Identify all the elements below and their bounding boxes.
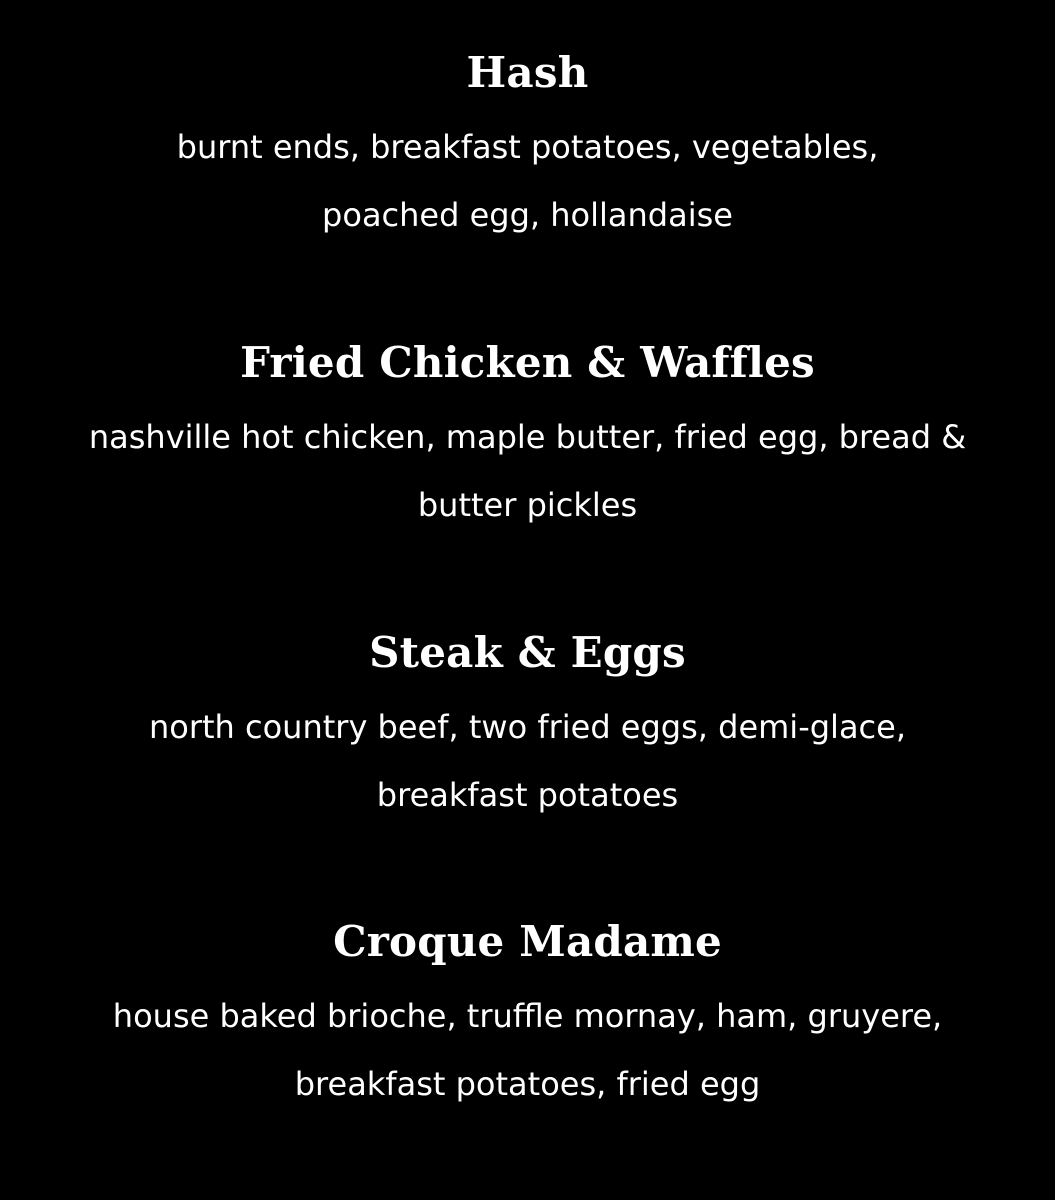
menu-item-hash bbox=[0, 45, 1055, 249]
menu-item-title: Hash bbox=[466, 48, 589, 97]
menu-item-title: Fried Chicken & Waffles bbox=[240, 338, 815, 387]
menu-item-description: burnt ends, breakfast potatoes, vegetables, poached egg, hollandaise bbox=[176, 128, 879, 234]
menu-item-steak-eggs bbox=[0, 625, 1055, 829]
menu-item-fried-chicken-waffles bbox=[0, 335, 1055, 539]
menu-item-description: house baked brioche, truffle mornay, ham, gruyere, breakfast potatoes, fried egg bbox=[112, 997, 943, 1103]
menu-item-croque-madame bbox=[0, 914, 1055, 1118]
menu-item-description: north country beef, two fried eggs, demi-glace, breakfast potatoes bbox=[148, 708, 906, 814]
menu-item-title: Croque Madame bbox=[333, 917, 722, 966]
menu-item-title: Steak & Eggs bbox=[369, 628, 686, 677]
menu-item-description: nashville hot chicken, maple butter, fried egg, bread & butter pickles bbox=[88, 418, 967, 524]
